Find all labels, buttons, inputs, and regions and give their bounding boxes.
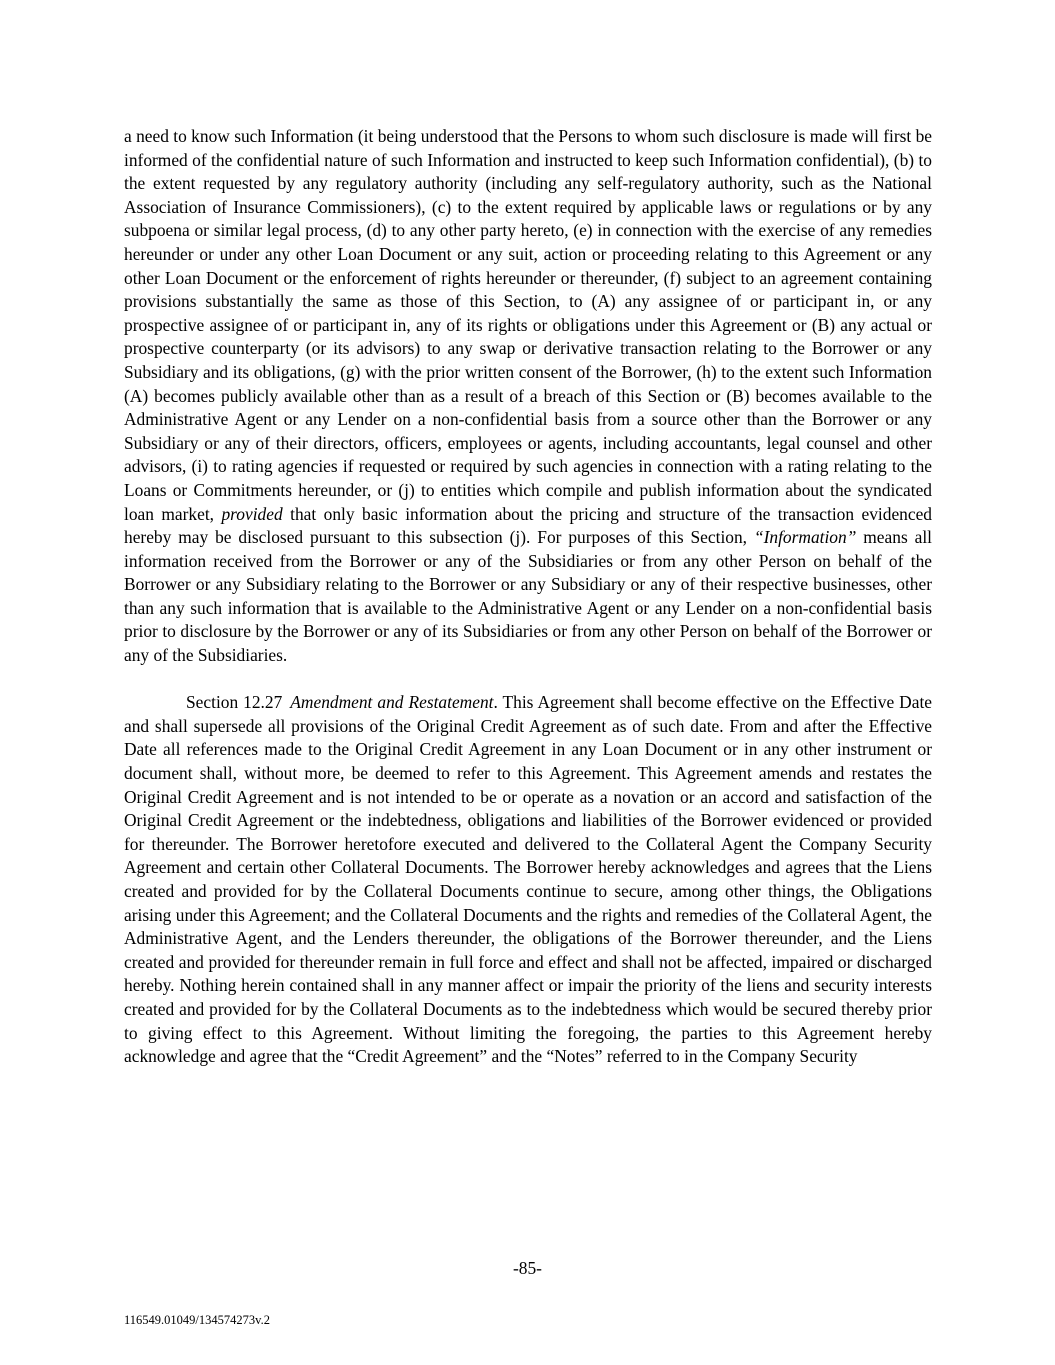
paragraph-text: means all information received from the Borrower or any of the Subsidiaries or from any other Person on behalf of the Borrower or any Subsidiary relating to the Borrower or any Subsidiary or any of their respective businesses, other than any such information that is available to the Administrative Agent or any Lender on a non-confidential basis prior to disclosure by the Borrower or any of its Subsidiaries or from any other Person on behalf of the Borrower or any of the Subsidiaries. — [124, 527, 932, 666]
section-number: Section 12.27 — [186, 692, 283, 713]
document-id: 116549.01049/134574273v.2 — [124, 1313, 270, 1327]
paragraph-text: a need to know such Information (it being understood that the Persons to whom such disclosure is made will first be informed of the confidential nature of such Information and instructed to keep such Information confidential), (b) to the extent requested by any regulatory authority (including any self-regulatory authority, such as the National Association of Insurance Commissioners), (c) to the extent required by applicable laws or regulations or by any subpoena or similar legal process, (d) to any other party hereto, (e) in connection with the exercise of any remedies hereunder or under any other Loan Document or any suit, action or proceeding relating to this Agreement or any other Loan Document or the enforcement of rights hereunder or thereunder, (f) subject to an agreement containing provisions substantially the same as those of this Section, to (A) any assignee of or participant in, or any prospective assignee of or participant in, any of its rights or obligations under this Agreement or (B) any actual or prospective counterparty (or its advisors) to any swap or derivative transaction relating to the Borrower or any Subsidiary and its obligations, (g) with the prior written consent of the Borrower, (h) to the extent such Information (A) becomes publicly available other than as a result of a breach of this Section or (B) becomes available to the Administrative Agent or any Lender on a non-confidential basis from a source other than the Borrower or any Subsidiary or any of their directors, officers, employees or agents, including accountants, legal counsel and other advisors, (i) to rating agencies if requested or required by such agencies in connection with a rating relating to the Loans or Commitments hereunder, or (j) to entities which compile and publish information about the syndicated loan market, — [124, 126, 932, 524]
page-number: -85- — [513, 1258, 542, 1278]
document-body — [124, 125, 932, 1069]
confidentiality-paragraph — [124, 125, 932, 668]
section-body: . This Agreement shall become effective on the Effective Date and shall supersede all provisions of the Original Credit Agreement as of such date. From and after the Effective Date all references made to the Original Credit Agreement in any Loan Document or in any other instrument or document shall, without more, be deemed to refer to this Agreement. This Agreement amends and restates the Original Credit Agreement and is not intended to be or operate as a novation or an accord and satisfaction of the Original Credit Agreement or the indebtedness, obligations and liabilities of the Borrower evidenced or provided for thereunder. The Borrower heretofore executed and delivered to the Collateral Agent the Company Security Agreement and certain other Collateral Documents. The Borrower hereby acknowledges and agrees that the Liens created and provided for by the Collateral Documents continue to secure, among other things, the Obligations arising under this Agreement; and the Collateral Documents and the rights and remedies of the Collateral Agent, the Administrative Agent, and the Lenders thereunder, the obligations of the Borrower thereunder, and the Liens created and provided for thereunder remain in full force and effect and shall not be affected, impaired or discharged hereby. Nothing herein contained shall in any manner affect or impair the priority of the liens and security interests created and provided for by the Collateral Documents as to the indebtedness which would be secured thereby prior to giving effect to this Agreement. Without limiting the foregoing, the parties to this Agreement hereby acknowledge and agree that the “Credit Agreement” and the “Notes” referred to in the Company Security — [124, 692, 932, 1067]
provided-term: provided — [221, 503, 283, 524]
section-12-27-paragraph — [124, 691, 932, 1069]
section-title: Amendment and Restatement — [290, 692, 494, 713]
information-term: “Information” — [753, 527, 857, 548]
paragraph-text: that only basic information about the pricing and structure of the transaction evidenced hereby may be disclosed pursuant to this subsection (j). For purposes of this Section, — [124, 503, 932, 548]
